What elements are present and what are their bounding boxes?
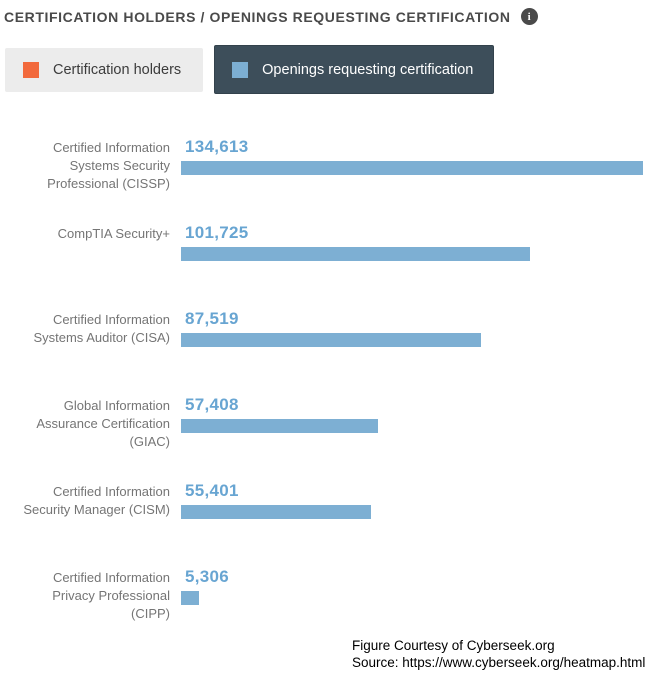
bar-cipp[interactable] <box>181 591 199 605</box>
legend <box>0 45 661 94</box>
bar-area <box>170 138 661 175</box>
chart-row-cipp <box>0 568 661 623</box>
bar-area <box>170 482 661 519</box>
certification-holders-swatch <box>23 62 39 78</box>
value-label: 5,306 <box>185 567 230 586</box>
category-label: CompTIA Security+ <box>57 226 170 241</box>
courtesy-line: Figure Courtesy of Cyberseek.org <box>352 638 555 653</box>
category-label: Global Information Assurance Certification (GIAC) <box>36 398 170 449</box>
chart-row-giac <box>0 396 661 482</box>
bar-area <box>170 568 661 605</box>
openings-requesting-certification-swatch <box>232 62 248 78</box>
value-label: 57,408 <box>185 395 239 414</box>
source-line: Source: https://www.cyberseek.org/heatmap.html <box>352 655 646 670</box>
legend-label: Certification holders <box>53 61 182 78</box>
page-title: CERTIFICATION HOLDERS / OPENINGS REQUESTING CERTIFICATION <box>4 8 511 25</box>
value-label: 134,613 <box>185 137 249 156</box>
bar-cisa[interactable] <box>181 333 481 347</box>
figure-attribution <box>352 637 645 671</box>
category-label: Certified Information Systems Security Professional (CISSP) <box>47 140 170 191</box>
bar-cism[interactable] <box>181 505 371 519</box>
value-label: 87,519 <box>185 309 239 328</box>
bar-chart <box>0 138 661 623</box>
bar-cissp[interactable] <box>181 161 643 175</box>
legend-button-openings-requesting-certification[interactable] <box>214 45 494 94</box>
legend-label: Openings requesting certification <box>262 61 474 78</box>
chart-row-cisa <box>0 310 661 396</box>
bar-area <box>170 224 661 261</box>
chart-row-comptia-security-plus <box>0 224 661 310</box>
category-label: Certified Information Privacy Professional (CIPP) <box>52 570 170 621</box>
bar-area <box>170 396 661 433</box>
bar-comptia-security-plus[interactable] <box>181 247 530 261</box>
legend-button-certification-holders[interactable] <box>5 48 203 92</box>
chart-row-cissp <box>0 138 661 224</box>
category-label: Certified Information Systems Auditor (CISA) <box>33 312 170 345</box>
bar-giac[interactable] <box>181 419 378 433</box>
value-label: 101,725 <box>185 223 249 242</box>
chart-header <box>0 0 661 25</box>
chart-row-cism <box>0 482 661 568</box>
info-icon[interactable]: i <box>521 8 538 25</box>
value-label: 55,401 <box>185 481 239 500</box>
category-label: Certified Information Security Manager (CISM) <box>23 484 170 517</box>
bar-area <box>170 310 661 347</box>
